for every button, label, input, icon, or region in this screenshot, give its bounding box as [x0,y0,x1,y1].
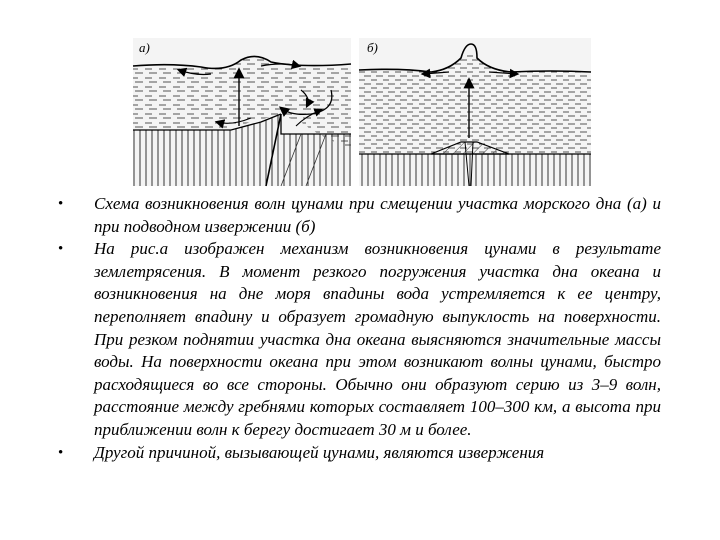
bullet-marker: • [58,196,64,212]
panel-a [133,38,351,186]
panel-a-label: а) [139,40,150,55]
bullet-marker: • [58,444,64,461]
list-item [58,442,661,465]
list-item [58,238,661,441]
bullet-marker: • [58,241,64,258]
bullet-text: Другой причиной, вызывающей цунами, являются извержения [94,442,545,462]
panel-b-label: б) [367,40,378,55]
list-item [58,193,661,238]
panel-b [359,38,591,186]
bullet-text: Схема возникновения волн цунами при смещении участка морского дна (а) и при подводном извержении (б) [94,194,661,236]
bullet-text: На рис.а изображен механизм возникновения цунами в результате землетрясения. В момент резкого погружения участка дна океана и возникновения на дне моря впадины вода устремляется к ее центру, переполняет впадину и образует громадную выпуклость на поверхности. При резком поднятии участка дна океана выясняются значительные массы воды. На поверхности океана при этом возникают волны цунами, быстро расходящиеся во все стороны. Обычно они образуют серию из 3–9 волн, расстояние между гребнями которых составляет 100–300 км, а высота при приближении волн к берегу достигает 30 м и более. [94,239,661,439]
bullet-list [58,193,661,464]
tsunami-diagram [131,30,593,188]
